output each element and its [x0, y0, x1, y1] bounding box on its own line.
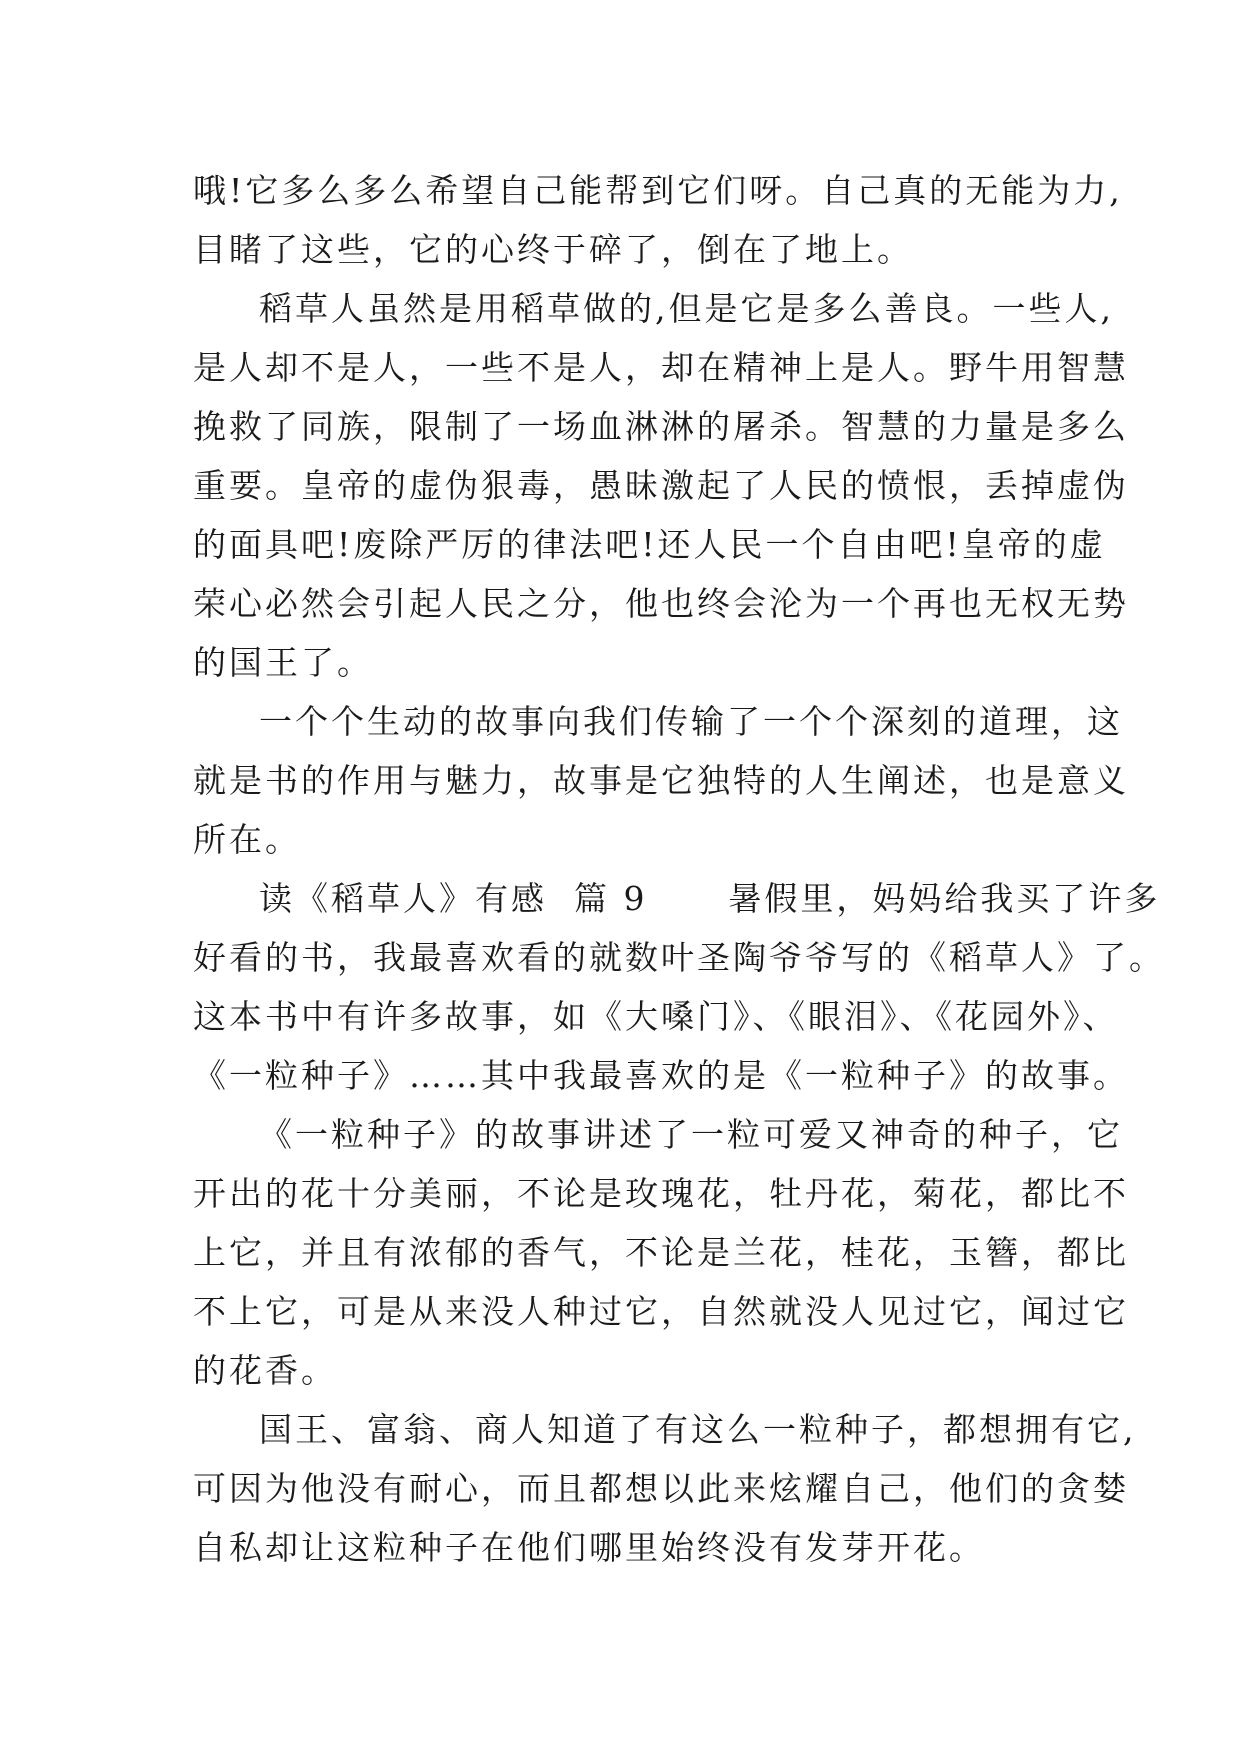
- text-line: 《一粒种子》的故事讲述了一粒可爱又神奇的种子，它: [259, 1115, 1123, 1154]
- text-line: 自私却让这粒种子在他们哪里始终没有发芽开花。: [193, 1528, 985, 1567]
- text-line: 是人却不是人，一些不是人，却在精神上是人。野牛用智慧: [193, 348, 1129, 387]
- body-text: [193, 161, 1165, 1577]
- text-line: 可因为他没有耐心，而且都想以此来炫耀自己，他们的贪婪: [193, 1469, 1129, 1508]
- text-line: 上它，并且有浓郁的香气，不论是兰花，桂花，玉簪，都比: [193, 1233, 1129, 1272]
- text-line: 就是书的作用与魅力，故事是它独特的人生阐述，也是意义: [193, 761, 1129, 800]
- text-line: 重要。皇帝的虚伪狠毒，愚昧激起了人民的愤恨，丢掉虚伪: [193, 466, 1129, 505]
- text-line: 稻草人虽然是用稻草做的,但是它是多么善良。一些人,: [259, 289, 1114, 328]
- text-line: 不上它，可是从来没人种过它，自然就没人见过它，闻过它: [193, 1292, 1129, 1331]
- text-line: 一个个生动的故事向我们传输了一个个深刻的道理，这: [259, 702, 1123, 741]
- text-line: 好看的书，我最喜欢看的就数叶圣陶爷爷写的《稻草人》了。: [193, 938, 1165, 977]
- section-heading-line: 读《稻草人》有感 篇 9 暑假里，妈妈给我买了许多: [259, 879, 1161, 918]
- text-line: 《一粒种子》……其中我最喜欢的是《一粒种子》的故事。: [193, 1056, 1129, 1095]
- text-line: 荣心必然会引起人民之分，他也终会沦为一个再也无权无势: [193, 584, 1129, 623]
- text-line: 哦!它多么多么希望自己能帮到它们呀。自己真的无能为力,: [193, 171, 1123, 210]
- text-line: 的面具吧!废除严厉的律法吧!还人民一个自由吧!皇帝的虚: [193, 525, 1106, 564]
- text-line: 国王、富翁、商人知道了有这么一粒种子，都想拥有它,: [259, 1410, 1137, 1449]
- text-line: 这本书中有许多故事，如《大嗓门》、《眼泪》、《花园外》、: [193, 997, 1119, 1036]
- text-line: 的国王了。: [193, 643, 373, 682]
- text-line: 目睹了这些，它的心终于碎了，倒在了地上。: [193, 230, 913, 269]
- text-line: 挽救了同族，限制了一场血淋淋的屠杀。智慧的力量是多么: [193, 407, 1129, 446]
- text-line: 的花香。: [193, 1351, 337, 1390]
- text-line: 开出的花十分美丽，不论是玫瑰花，牡丹花，菊花，都比不: [193, 1174, 1129, 1213]
- text-line: 所在。: [193, 820, 301, 859]
